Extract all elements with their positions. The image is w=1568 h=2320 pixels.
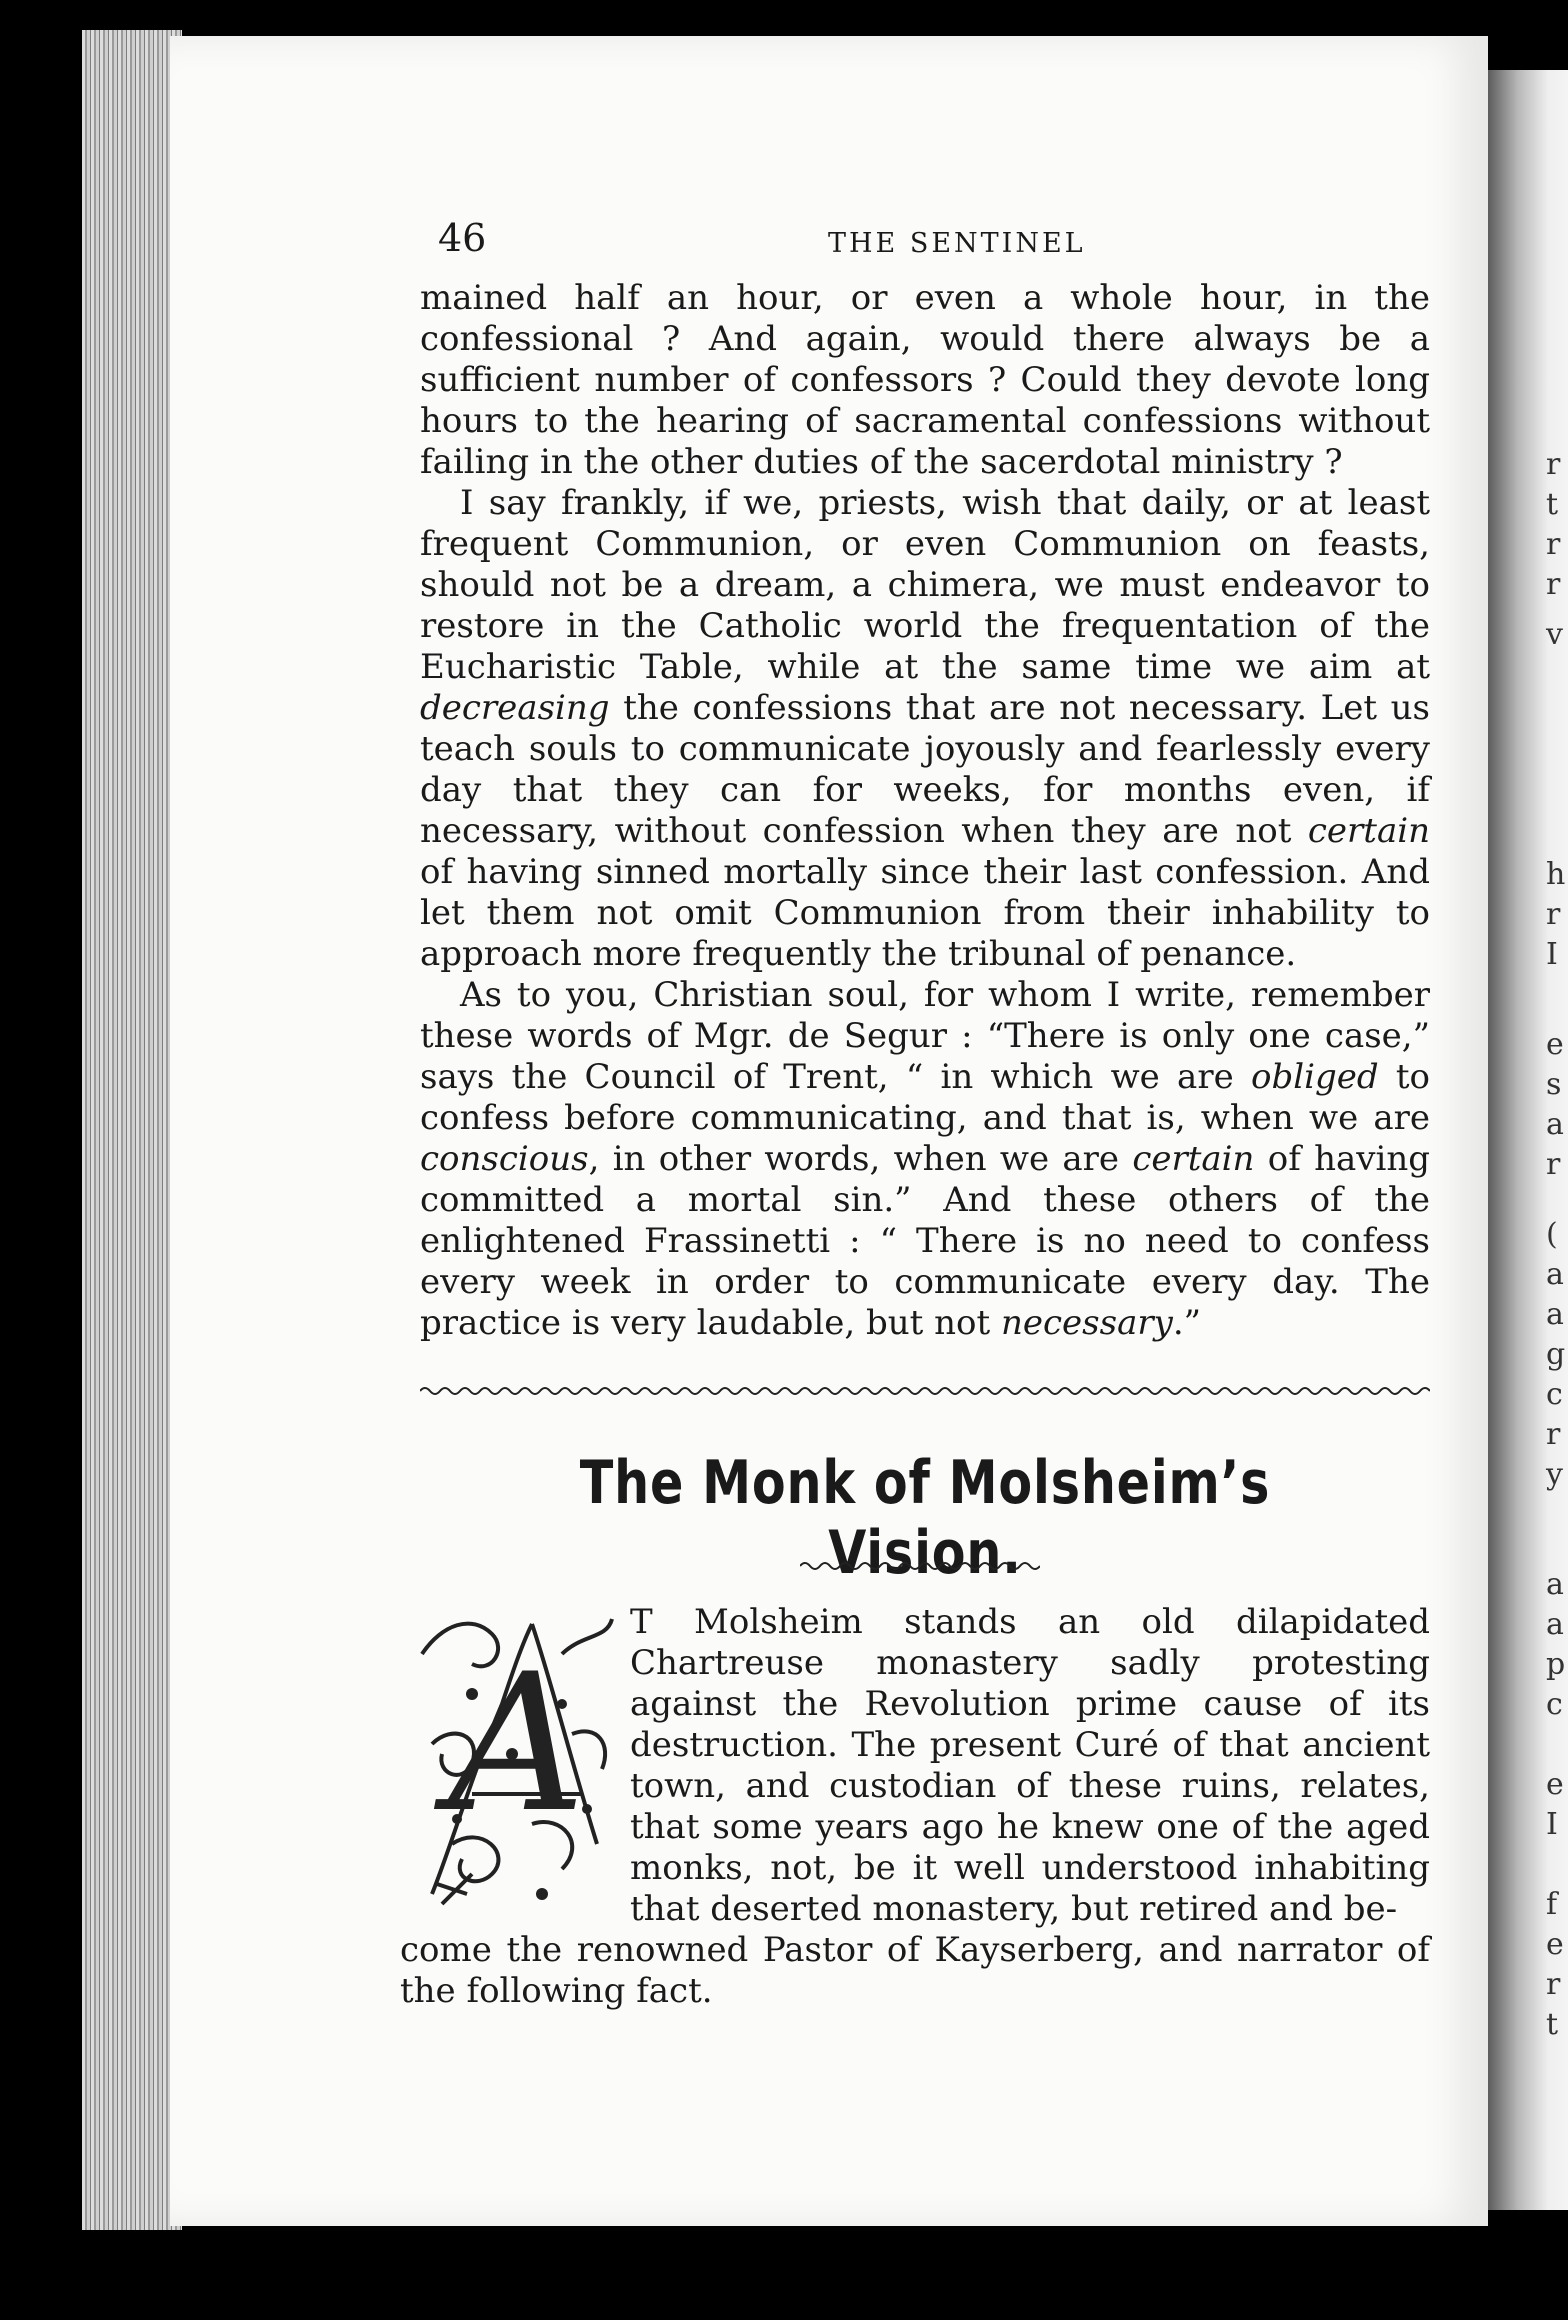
facing-page-fragment: ( [1546,1217,1558,1252]
short-wavy-divider [800,1560,1040,1572]
facing-page-fragment: I [1546,937,1558,972]
facing-page-fragment: r [1546,897,1561,932]
facing-page-fragment: r [1546,567,1561,602]
facing-page-fragment: r [1546,1147,1561,1182]
article-title: The Monk of Molsheim’s Vision. [579,1448,1271,1588]
facing-page-fragment: e [1546,1927,1564,1962]
paragraph-3-text-b: to confess before communicating, and that is, when we are [420,1057,1430,1138]
paragraph-2-emphasis-2: certain [1307,811,1430,851]
article-tail-text: come the renowned Pastor of Kayserberg, and narrator of the following fact. [400,1930,1430,2011]
facing-page-fragment: t [1546,2007,1559,2042]
facing-page-fragment: e [1546,1027,1564,1062]
facing-page-fragment: a [1546,1257,1564,1292]
page-number: 46 [438,216,487,260]
facing-page-fragment: a [1546,1107,1564,1142]
facing-page-fragment: y [1546,1457,1563,1492]
paragraph-2-emphasis-1: decreasing [420,688,610,728]
facing-page-fragment: h [1546,857,1566,892]
facing-page-fragment: r [1546,1417,1561,1452]
facing-page-fragment: p [1546,1647,1566,1682]
article-lead-text: T Molsheim stands an old dilapidated Chartreuse monastery sadly protesting against the Revolution prime cause of its destruction. The present Curé of that ancient town, and custodian of these ruins, relates, that some years ago he knew one of the aged monks, not, be it well understood inhabiting that deserted monastery, but retired and be- [630,1602,1430,1929]
paragraph-3-text-c: , in other words, when we are [588,1139,1133,1179]
paragraph-3-text-d: of having committed a mortal sin.” And these others of the enlightened Frassinetti : “ There is no need to confess every week in order to communicate every day. The practice is very laudable, but not [420,1139,1430,1343]
paragraph-2-text-c: of having sinned mortally since their last confession. And let them not omit Communion from their inhability to approach more frequently the tribunal of penance. [420,852,1430,974]
wavy-divider [420,1385,1430,1397]
initial-letter: A [448,1633,586,1854]
paragraph-2 [420,483,1430,975]
page-edges [82,30,182,2230]
section-one-text [420,278,1430,1344]
paragraph-2-text-b: the confessions that are not necessary. Let us teach souls to communicate joyously and fearlessly every day that they can for weeks, for months even, if necessary, without confession when they are not [420,688,1430,851]
paragraph-3-emphasis-4: necessary [1001,1303,1173,1343]
paragraph-3-emphasis-3: certain [1132,1139,1255,1179]
facing-page-fragment: t [1546,487,1559,522]
paragraph-2-text-a: I say frankly, if we, priests, wish that daily, or at least frequent Communion, or even Communion on feasts, should not be a dream, a chimera, we must endeavor to restore in the Catholic world the frequentation of the Eucharistic Table, while at the same time we aim at [420,483,1430,687]
page-header [438,216,1448,266]
facing-page-fragment: g [1546,1337,1566,1372]
facing-page-edge [1488,70,1568,2210]
paragraph-3-text-a: As to you, Christian soul, for whom I write, remember these words of Mgr. de Segur : “There is only one case,” says the Council of Trent, “ in which we are [420,975,1430,1097]
running-head: THE SENTINEL [828,228,1086,259]
facing-page-fragment: r [1546,527,1561,562]
facing-page-fragment: r [1546,1967,1561,2002]
paragraph-3-emphasis-1: obliged [1250,1057,1379,1097]
facing-page-fragment: I [1546,1807,1558,1842]
facing-page-fragment: c [1546,1377,1563,1412]
paragraph-1: mained half an hour, or even a whole hour, in the confessional ? And again, would there always be a sufficient number of confessors ? Could they devote long hours to the hearing of sacramental confessions without failing in the other duties of the sacerdotal ministry ? [420,278,1430,482]
facing-page-fragment: c [1546,1687,1563,1722]
paragraph-3-text-e: .” [1172,1303,1202,1343]
facing-page-fragment: a [1546,1297,1564,1332]
facing-page-fragment: r [1546,447,1561,482]
facing-page-fragment: s [1546,1067,1562,1102]
facing-page-fragment: f [1546,1887,1558,1922]
facing-page-fragment: a [1546,1567,1564,1602]
paragraph-3-emphasis-2: conscious [420,1139,589,1179]
ornamental-initial-icon [412,1594,622,1924]
facing-page-fragment: a [1546,1607,1564,1642]
facing-page-fragment: v [1546,617,1563,652]
paragraph-3 [420,975,1430,1344]
facing-page-fragment: e [1546,1767,1564,1802]
